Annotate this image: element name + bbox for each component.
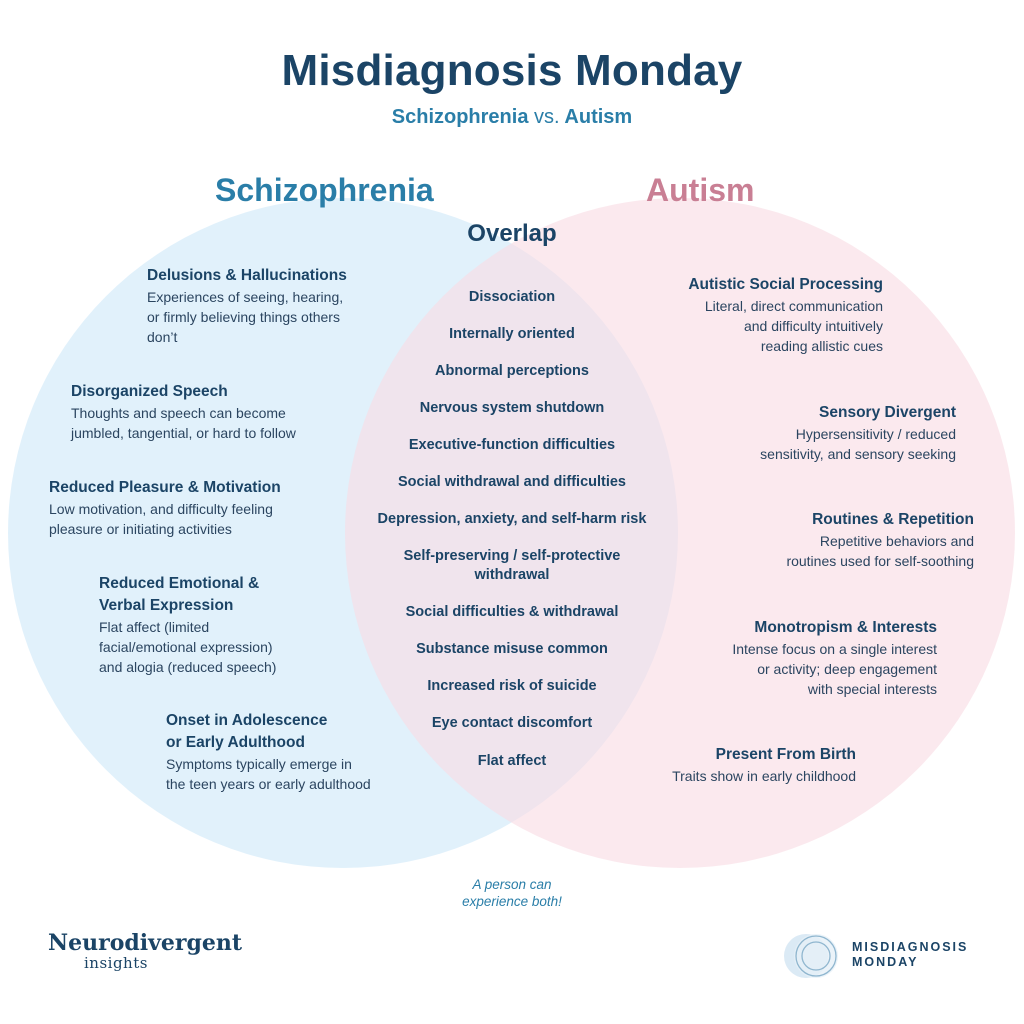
schizophrenia-item	[71, 381, 296, 443]
overlap-item: Social difficulties & withdrawal	[405, 604, 619, 620]
item-desc-line: Hypersensitivity / reduced	[795, 426, 956, 442]
item-desc-line: or firmly believing things others	[147, 309, 340, 325]
item-heading: Monotropism & Interests	[754, 619, 937, 636]
item-heading: Routines & Repetition	[812, 511, 974, 528]
item-desc-line: routines used for self-soothing	[786, 553, 974, 569]
subtitle-left: Schizophrenia	[391, 106, 529, 128]
item-heading: Reduced Emotional &	[99, 575, 260, 592]
item-heading: Reduced Pleasure & Motivation	[49, 479, 281, 496]
brand-sub: insights	[84, 954, 148, 972]
item-desc-line: Low motivation, and difficulty feeling	[49, 501, 273, 517]
misdiagnosis-monday-logo	[778, 928, 998, 984]
overlap-item: Abnormal perceptions	[435, 363, 589, 379]
brand-name: Neurodivergent	[48, 930, 243, 956]
item-heading: Verbal Expression	[99, 597, 234, 614]
autism-item	[730, 509, 974, 571]
item-desc-line: Experiences of seeing, hearing,	[147, 289, 344, 305]
autism-title: Autism	[646, 172, 755, 208]
item-desc-line: Traits show in early childhood	[672, 768, 856, 784]
item-desc-line: reading allistic cues	[760, 338, 883, 354]
item-desc-line: and difficulty intuitively	[743, 318, 883, 334]
item-heading: Disorganized Speech	[71, 383, 228, 400]
autism-item	[680, 617, 937, 699]
item-desc-line: don’t	[147, 329, 178, 345]
overlap-item: Social withdrawal and difficulties	[397, 474, 626, 490]
overlap-item: Internally oriented	[449, 326, 575, 342]
brand-right-line: MONDAY	[852, 955, 919, 969]
brand-right-line: MISDIAGNOSIS	[852, 940, 969, 954]
item-heading: Sensory Divergent	[819, 404, 956, 421]
item-desc-line: with special interests	[807, 681, 937, 697]
item-desc-line: Intense focus on a single interest	[732, 641, 937, 657]
subtitle-vs: vs.	[534, 106, 560, 128]
item-heading: Present From Birth	[715, 746, 856, 763]
footer-note	[0, 876, 1024, 910]
item-desc-line: Repetitive behaviors and	[819, 533, 974, 549]
item-heading: Delusions & Hallucinations	[147, 267, 347, 284]
overlap-item-cont: withdrawal	[474, 567, 550, 583]
schizophrenia-item	[99, 573, 276, 677]
item-heading: or Early Adulthood	[166, 734, 305, 751]
item-desc-line: Flat affect (limited	[99, 619, 210, 635]
overlap-title: Overlap	[467, 220, 557, 247]
overlap-item: Increased risk of suicide	[427, 678, 597, 694]
item-desc-line: sensitivity, and sensory seeking	[760, 446, 956, 462]
page-title: Misdiagnosis Monday	[281, 46, 743, 95]
item-desc-line: Thoughts and speech can become	[71, 405, 286, 421]
item-heading: Autistic Social Processing	[688, 276, 883, 293]
neurodivergent-insights-logo	[48, 930, 242, 972]
brand-right-text	[852, 940, 968, 970]
overlap-item: Flat affect	[477, 753, 547, 769]
item-desc-line: pleasure or initiating activities	[49, 521, 232, 537]
schizophrenia-item	[49, 477, 281, 539]
item-desc-line: or activity; deep engagement	[757, 661, 937, 677]
overlap-item: Eye contact discomfort	[431, 715, 593, 731]
overlap-item: Depression, anxiety, and self-harm risk	[377, 511, 647, 527]
item-desc-line: and alogia (reduced speech)	[99, 659, 277, 675]
overlap-item: Dissociation	[468, 289, 556, 305]
schizophrenia-item	[166, 710, 371, 794]
overlap-item: Executive-function difficulties	[408, 437, 616, 453]
item-desc-line: Literal, direct communication	[704, 298, 883, 314]
subtitle-right: Autism	[564, 106, 633, 128]
item-desc-line: facial/emotional expression)	[99, 639, 273, 655]
note-line: A person can	[472, 877, 552, 892]
item-desc-line: the teen years or early adulthood	[166, 776, 371, 792]
page-subtitle	[0, 106, 1024, 129]
rings-logo-icon	[778, 928, 848, 984]
overlap-item: Substance misuse common	[416, 641, 608, 657]
overlap-item: Nervous system shutdown	[419, 400, 605, 416]
overlap-item: Self-preserving / self-protective	[403, 548, 621, 564]
item-heading: Onset in Adolescence	[166, 712, 328, 729]
autism-item	[690, 402, 956, 464]
item-desc-line: Symptoms typically emerge in	[166, 756, 352, 772]
note-line: experience both!	[462, 894, 562, 909]
item-desc-line: jumbled, tangential, or hard to follow	[71, 425, 296, 441]
schizophrenia-item	[147, 265, 347, 347]
schizophrenia-title: Schizophrenia	[215, 172, 434, 208]
